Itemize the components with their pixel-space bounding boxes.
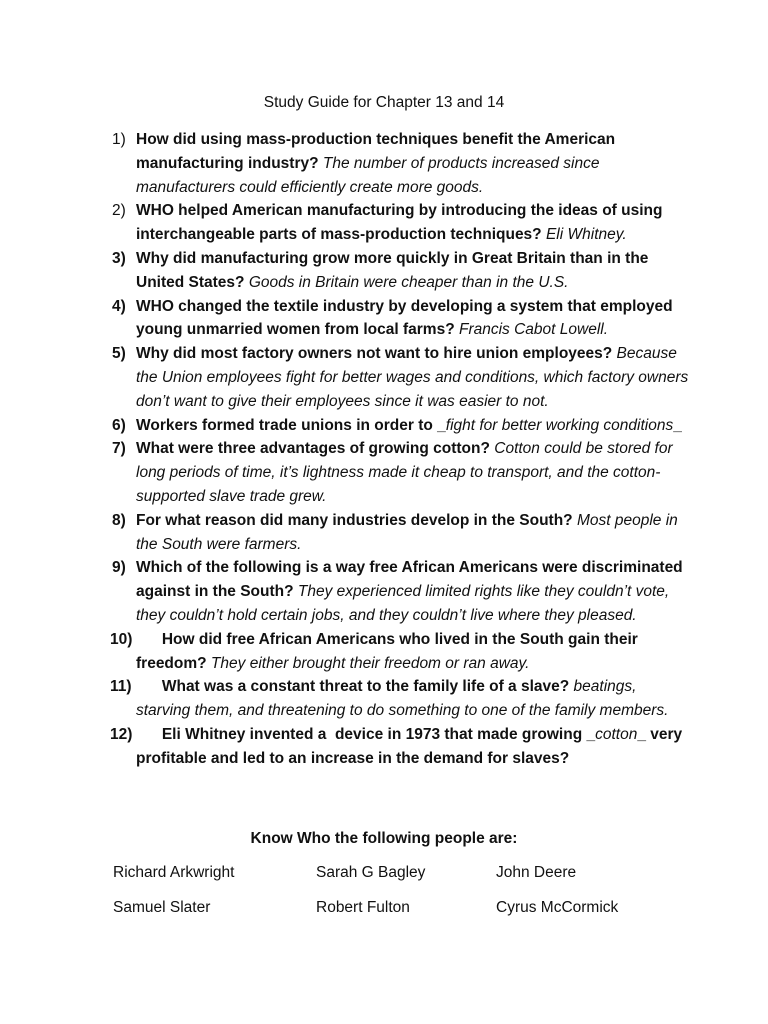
question-item-9 bbox=[112, 556, 692, 627]
people-row bbox=[113, 864, 673, 899]
answer-text: The number of products increased since manufacturers could efficiently create more goods. bbox=[136, 154, 600, 196]
answer-text: Francis Cabot Lowell. bbox=[454, 321, 609, 339]
question-number: 6) bbox=[112, 416, 126, 434]
question-number: 4) bbox=[112, 297, 126, 315]
question-number: 1) bbox=[112, 131, 126, 148]
person-name: Robert Fulton bbox=[316, 899, 410, 916]
person-name: John Deere bbox=[496, 864, 577, 881]
question-text: What were three advantages of growing cotton? bbox=[136, 440, 490, 458]
answer-text: Goods in Britain were cheaper than in the U.S. bbox=[244, 273, 569, 291]
question-number: 5) bbox=[112, 345, 126, 363]
question-item-1 bbox=[112, 128, 692, 199]
question-item-12 bbox=[112, 723, 692, 771]
answer-text: Most people in the South were farmers. bbox=[136, 511, 678, 553]
question-number: 9) bbox=[112, 559, 126, 577]
people-heading: Know Who the following people are: bbox=[250, 830, 518, 847]
answer-blank-text: fight for better working conditions bbox=[445, 416, 674, 434]
question-text: Which of the following is a way free African Americans were discriminated against in the South? bbox=[136, 559, 683, 601]
question-text: What was a constant threat to the family life of a slave? bbox=[136, 678, 570, 696]
question-number: 12) bbox=[110, 725, 133, 743]
question-number: 11) bbox=[110, 678, 132, 696]
question-number: 8) bbox=[112, 511, 126, 529]
answer-text: They experienced limited rights like they couldn’t vote, they couldn’t hold certain jobs, and they couldn’t live where they pleased. bbox=[136, 583, 670, 624]
question-item-7 bbox=[112, 437, 692, 508]
page-title: Study Guide for Chapter 13 and 14 bbox=[263, 94, 505, 111]
answer-text: Because the Union employees fight for better wages and conditions, which factory owners don’t want to give their employees since it was easier to not. bbox=[136, 345, 689, 410]
person-name: Samuel Slater bbox=[113, 899, 211, 916]
question-list bbox=[112, 128, 692, 771]
people-grid bbox=[113, 864, 673, 934]
answer-text: Cotton could be stored for long periods of time, it’s lightness made it cheap to transport, and the cotton-supported slave trade grew. bbox=[136, 440, 673, 505]
question-text: Eli Whitney invented a device in 1973 that made growing _ bbox=[136, 725, 596, 743]
question-text: Workers formed trade unions in order to _ bbox=[136, 416, 446, 434]
question-text: How did free African Americans who lived in the South gain their freedom? bbox=[136, 630, 643, 672]
question-item-6 bbox=[112, 414, 692, 438]
question-item-3 bbox=[112, 247, 692, 295]
question-item-4 bbox=[112, 295, 692, 343]
question-number: 2) bbox=[112, 202, 126, 220]
question-number: 10) bbox=[110, 630, 133, 648]
question-text: For what reason did many industries develop in the South? bbox=[136, 511, 573, 529]
person-name: Richard Arkwright bbox=[113, 864, 235, 881]
question-text: Why did manufacturing grow more quickly in Great Britain than in the United States? bbox=[136, 249, 649, 291]
question-item-11 bbox=[112, 675, 692, 723]
question-text: WHO changed the textile industry by developing a system that employed young unmarried women from local farms? bbox=[136, 297, 673, 339]
question-text: WHO helped American manufacturing by introducing the ideas of using interchangeable parts of mass-production techniques? bbox=[136, 202, 663, 244]
question-text: How did using mass-production techniques benefit the American manufacturing industry? bbox=[136, 131, 616, 172]
question-item-10 bbox=[112, 628, 692, 676]
question-item-2 bbox=[112, 199, 692, 247]
answer-blank-text: cotton bbox=[595, 725, 638, 743]
blank-underscore: _ bbox=[673, 416, 682, 434]
question-item-8 bbox=[112, 509, 692, 557]
question-text-end: _ very profitable and led to an increase in the demand for slaves? bbox=[136, 725, 683, 767]
answer-text: They either brought their freedom or ran away. bbox=[206, 654, 530, 672]
question-number: 3) bbox=[112, 249, 126, 267]
person-name: Sarah G Bagley bbox=[316, 864, 426, 881]
people-row bbox=[113, 899, 673, 934]
answer-text: Eli Whitney. bbox=[541, 226, 627, 244]
person-name: Cyrus McCormick bbox=[496, 899, 619, 916]
question-item-5 bbox=[112, 342, 692, 413]
question-text: Why did most factory owners not want to hire union employees? bbox=[136, 345, 613, 363]
question-number: 7) bbox=[112, 440, 126, 458]
answer-text: beatings, starving them, and threatening to do something to one of the family members. bbox=[136, 678, 669, 720]
